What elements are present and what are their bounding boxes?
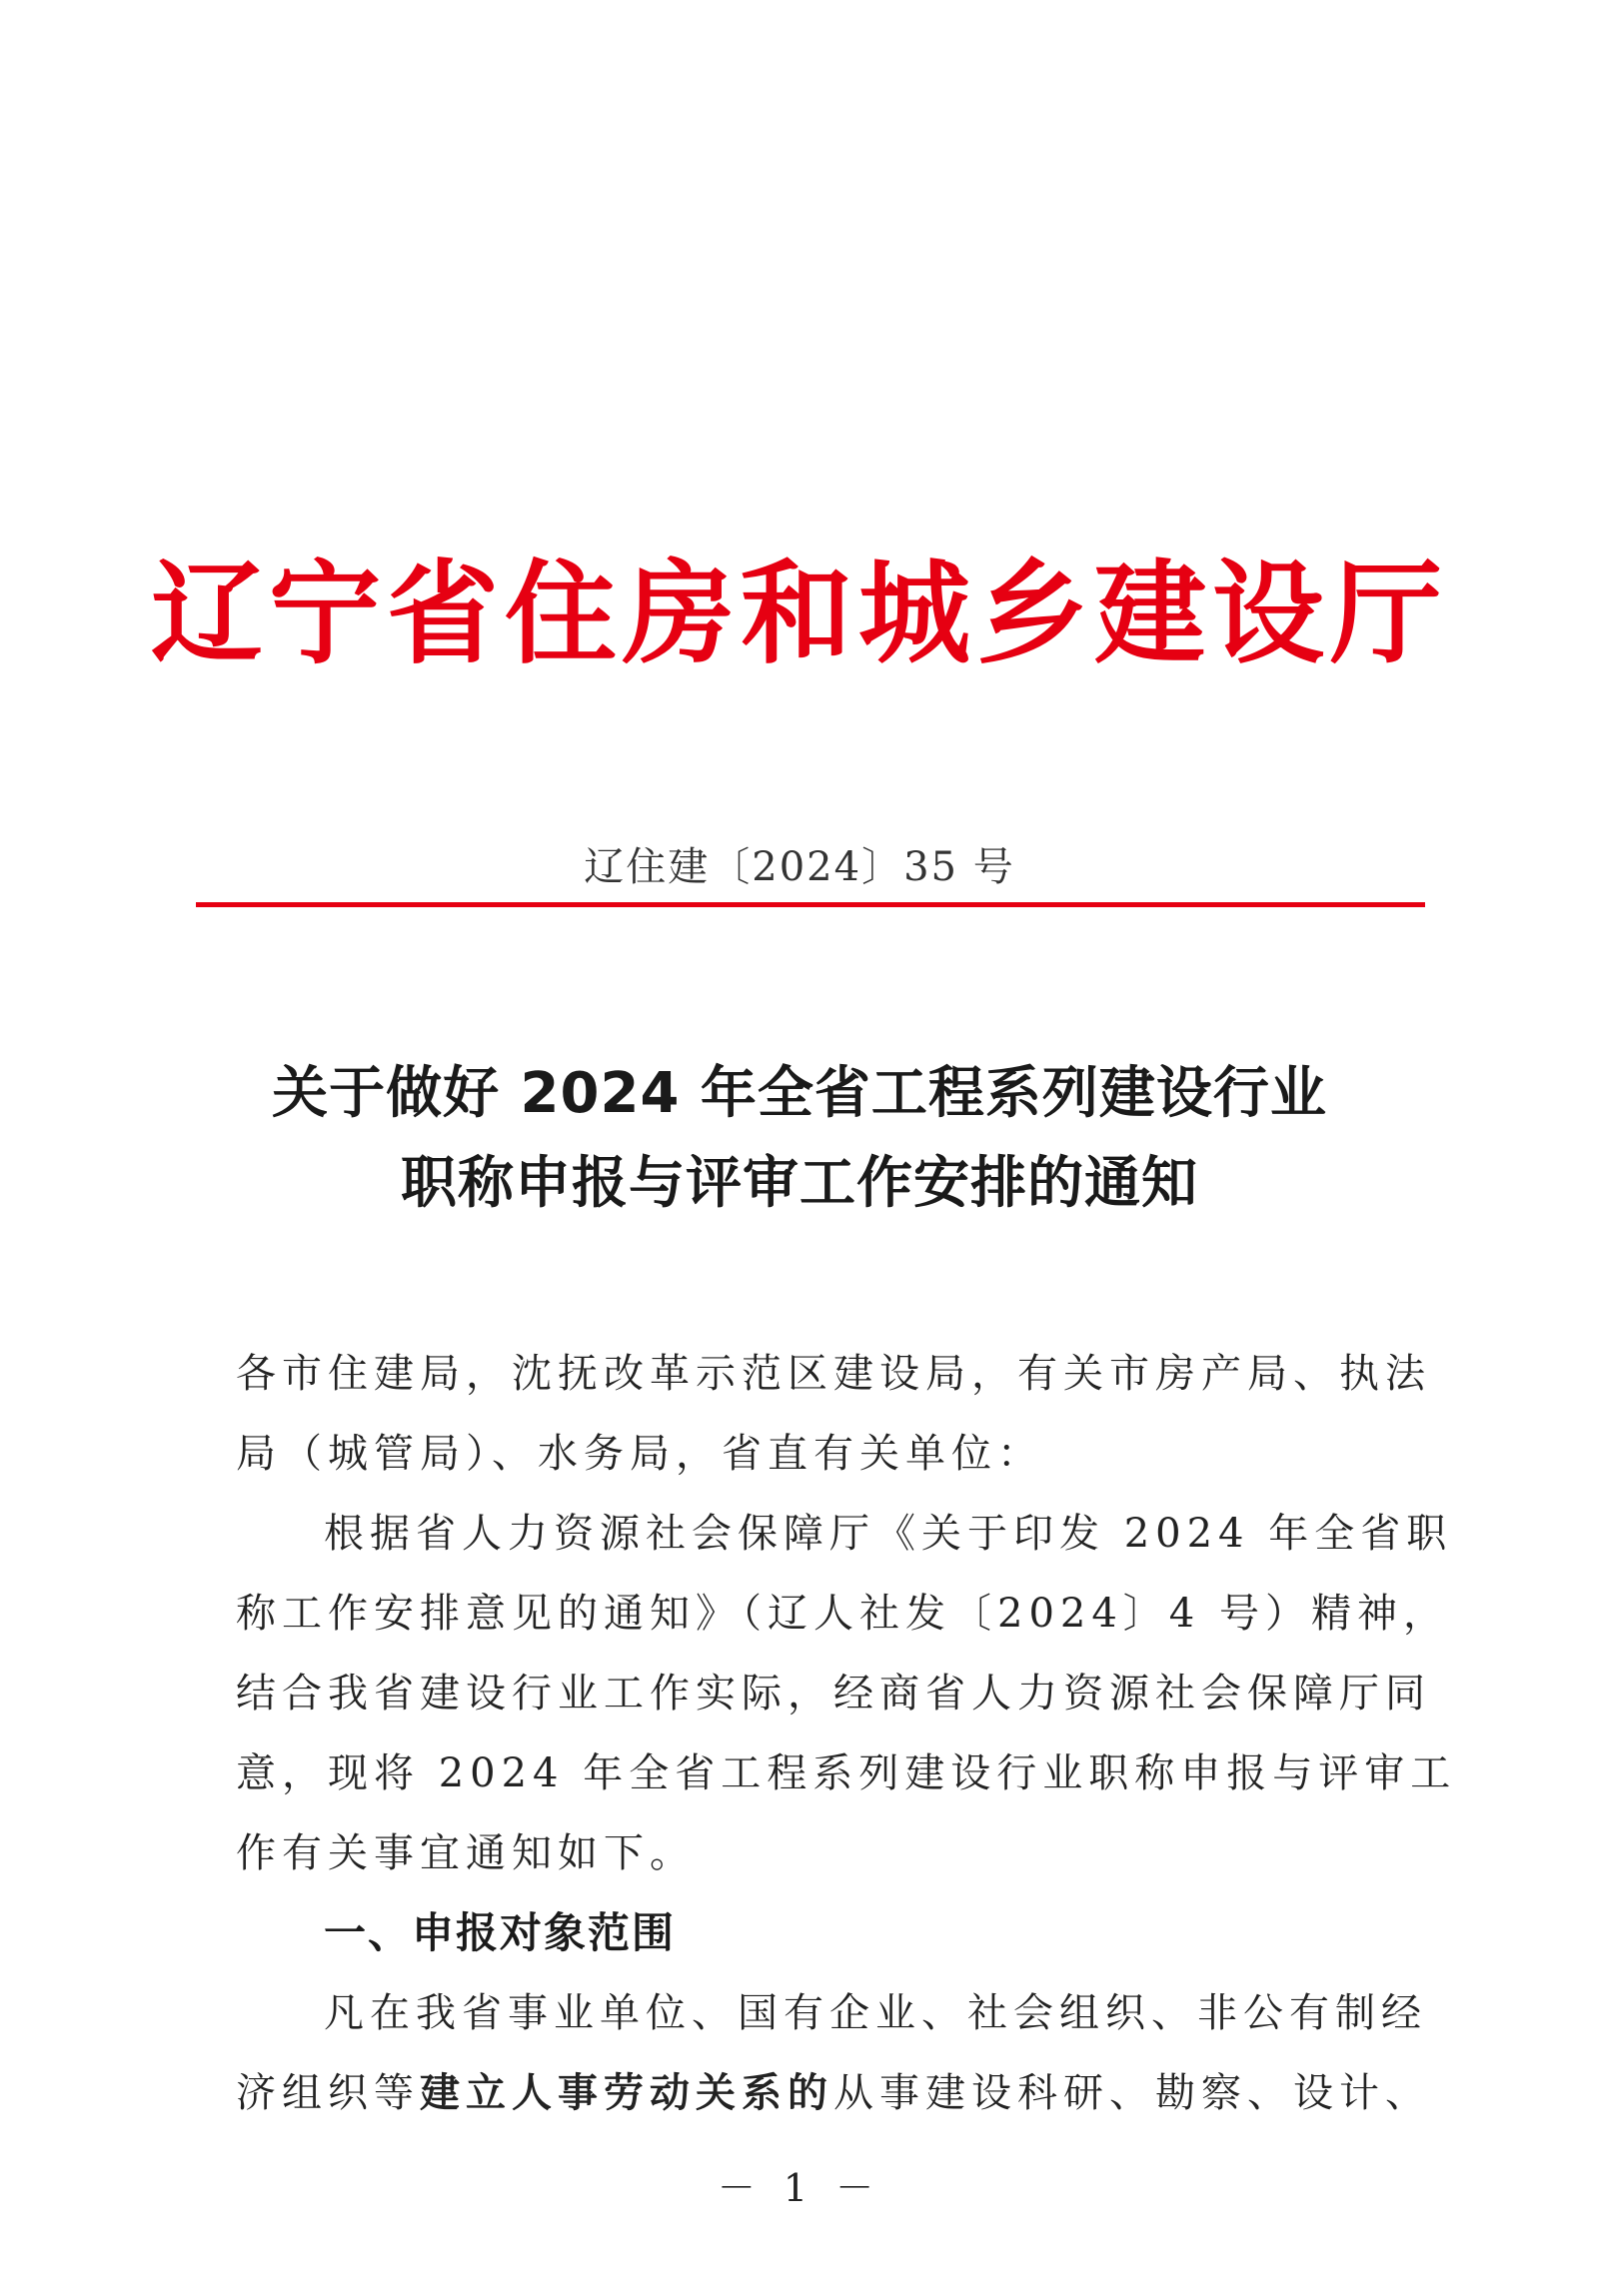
section-1-line-1: 凡在我省事业单位、国有企业、社会组织、非公有制经 [324,1990,1427,2036]
section-1-line-2-suffix: 从事建设科研、勘察、设计、 [833,2070,1431,2116]
addressee-line-2: 局（城管局）、水务局，省直有关单位： [236,1431,1043,1477]
paragraph-1-line-4: 意，现将 2024 年全省工程系列建设行业职称申报与评审工 [236,1750,1457,1796]
document-number: 辽住建〔2024〕35 号 [584,844,1015,890]
paragraph-1-line-3: 结合我省建设行业工作实际，经商省人力资源社会保障厅同 [236,1671,1431,1717]
notice-title-line-2: 职称申报与评审工作安排的通知 [401,1151,1198,1216]
paragraph-1-line-5: 作有关事宜通知如下。 [236,1830,696,1876]
section-1-line-2-prefix: 济组织等 [236,2070,420,2116]
section-1-heading: 一、申报对象范围 [324,1908,677,1957]
red-divider-rule [196,902,1425,907]
organization-header: 辽宁省住房和城乡建设厅 [151,549,1448,679]
paragraph-1-line-2: 称工作安排意见的通知》（辽人社发〔2024〕4 号）精神， [236,1591,1449,1637]
paragraph-1-line-1: 根据省人力资源社会保障厅《关于印发 2024 年全省职 [324,1511,1453,1557]
addressee-line-1: 各市住建局，沈抚改革示范区建设局，有关市房产局、执法 [236,1351,1431,1397]
section-1-line-2 [236,2063,1431,2123]
page-number: － 1 － [717,2166,882,2210]
notice-title-line-1: 关于做好 2024 年全省工程系列建设行业 [272,1061,1327,1126]
section-1-line-2-emphasis: 建立人事劳动关系的 [420,2070,833,2116]
